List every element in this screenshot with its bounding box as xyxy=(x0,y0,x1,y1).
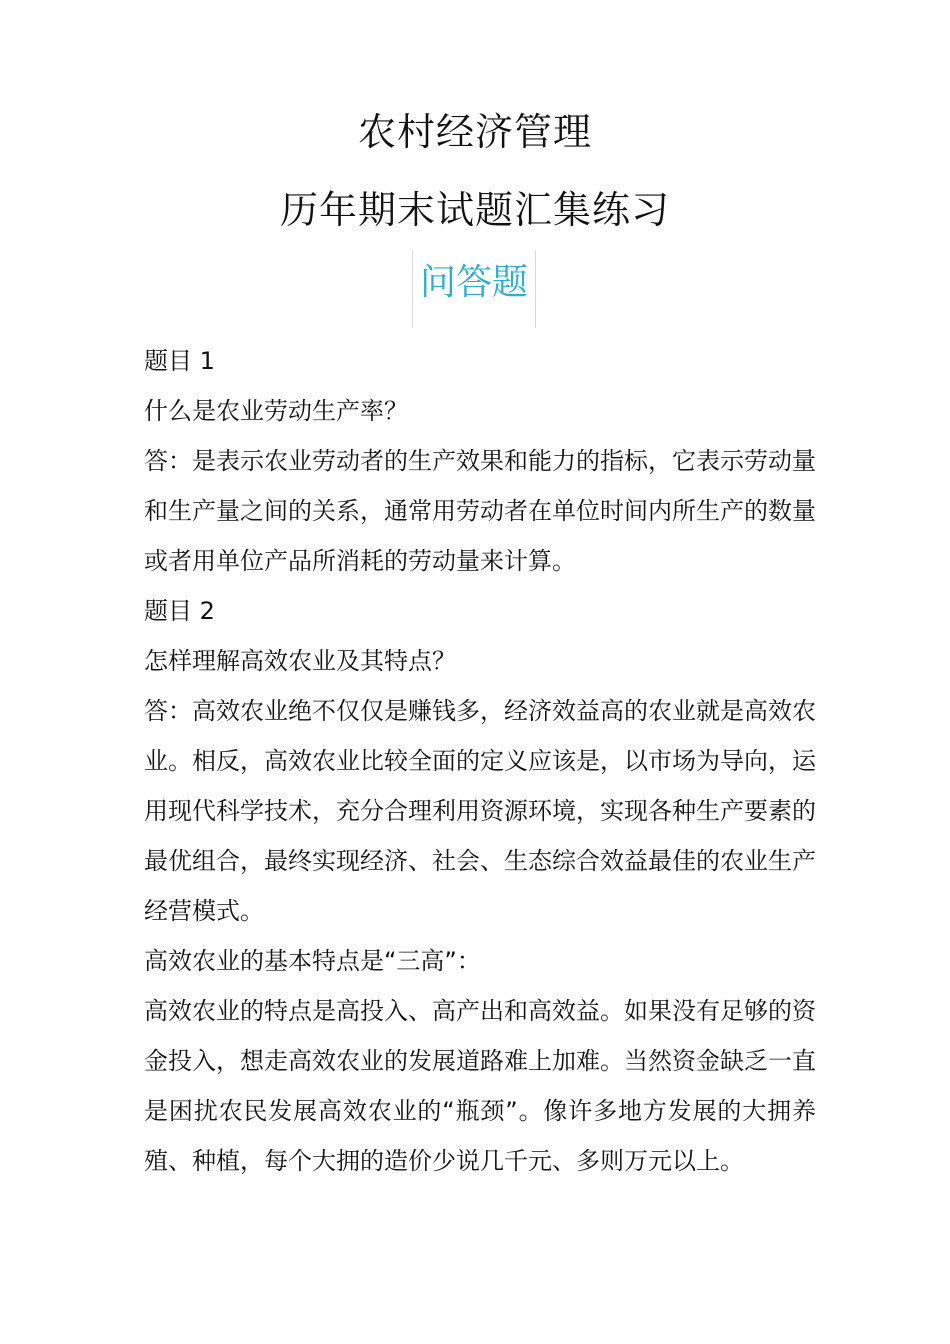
answer-text-2: 答：高效农业绝不仅仅是赚钱多，经济效益高的农业就是高效农业。相反，高效农业比较全面的定义应该是，以市场为导向，运用现代科学技术，充分合理利用资源环境，实现各种生产要素的最优组合，最终实现经济、社会、生态综合效益最佳的农业生产经营模式。 xyxy=(144,697,816,925)
section-heading-box xyxy=(412,250,536,328)
section-title: 问答题 xyxy=(419,262,528,303)
features-text: 高效农业的特点是高投入、高产出和高效益。如果没有足够的资金投入，想走高效农业的发展道路难上加难。当然资金缺乏一直是困扰农民发展高效农业的“瓶颈”。像许多地方发展的大拥养殖、种植，每个大拥的造价少说几千元、多则万元以上。 xyxy=(144,997,816,1175)
features-intro: 高效农业的基本特点是“三高”： xyxy=(144,947,481,975)
question-text-2: 怎样理解高效农业及其特点？ xyxy=(144,647,456,675)
document-title: 农村经济管理 xyxy=(357,110,592,154)
document-content xyxy=(144,336,816,1186)
question-text-1: 什么是农业劳动生产率？ xyxy=(144,397,408,425)
document-subtitle: 历年期末试题汇集练习 xyxy=(279,188,670,232)
question-label-1: 题目 1 xyxy=(144,347,215,375)
answer-text-1: 答：是表示农业劳动者的生产效果和能力的指标，它表示劳动量和生产量之间的关系，通常用劳动者在单位时间内所生产的数量或者用单位产品所消耗的劳动量来计算。 xyxy=(144,447,816,575)
question-label-2: 题目 2 xyxy=(144,597,215,625)
